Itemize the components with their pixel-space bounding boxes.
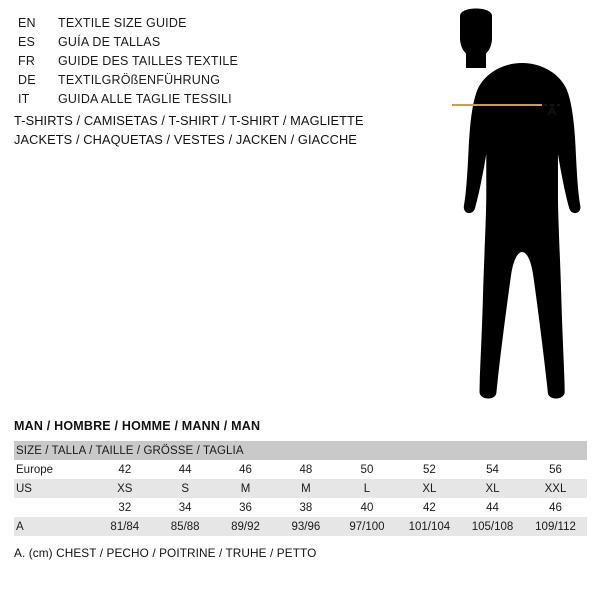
language-code: IT [18,92,30,106]
language-row [18,16,398,35]
silhouette-svg [400,8,600,408]
language-title: GUIDE DES TAILLES TEXTILE [58,54,239,68]
table-cell: 93/96 [276,517,336,536]
table-cell: 105/108 [461,517,524,536]
table-header-label: SIZE / TALLA / TAILLE / GRÖSSE / TAGLIA [16,444,244,457]
table-cell: M [276,479,336,498]
table-cell: 109/112 [524,517,587,536]
table-cell: 42 [95,460,155,479]
table-cell: 36 [215,498,275,517]
language-row [18,73,398,92]
table-cell: 89/92 [215,517,275,536]
table-row [14,517,587,536]
size-table-wrapper [14,441,587,536]
category-tshirts: T-SHIRTS / CAMISETAS / T-SHIRT / T-SHIRT / MAGLIETTE [14,113,364,128]
table-cell: 34 [155,498,215,517]
category-jackets: JACKETS / CHAQUETAS / VESTES / JACKEN / GIACCHE [14,132,357,147]
table-cell: L [336,479,398,498]
table-cell: 32 [95,498,155,517]
section-title-man: MAN / HOMBRE / HOMME / MANN / MAN [14,419,261,433]
table-row [14,498,587,517]
language-row [18,54,398,73]
table-cell: 54 [461,460,524,479]
table-cell: 50 [336,460,398,479]
table-cell: 56 [524,460,587,479]
table-cell: XL [461,479,524,498]
table-cell: 48 [276,460,336,479]
table-cell: 52 [398,460,461,479]
row-label: Europe [14,460,95,479]
language-title: GUIDA ALLE TAGLIE TESSILI [58,92,232,106]
table-row [14,479,587,498]
table-cell: 46 [524,498,587,517]
table-cell: 85/88 [155,517,215,536]
table-cell: 81/84 [95,517,155,536]
table-cell: 97/100 [336,517,398,536]
table-cell: 40 [336,498,398,517]
measurement-footnote: A. (cm) CHEST / PECHO / POITRINE / TRUHE / PETTO [14,546,317,560]
language-title: TEXTILGRÖßENFÜHRUNG [58,73,221,87]
table-cell: XXL [524,479,587,498]
table-cell: 101/104 [398,517,461,536]
row-label [14,498,95,517]
language-code: DE [18,73,36,87]
size-table [14,441,587,536]
male-silhouette-figure [400,8,600,408]
chest-measure-label: A [548,104,557,118]
language-row [18,92,398,111]
row-label: A [14,517,95,536]
table-header-cell [14,441,587,460]
table-cell: 44 [461,498,524,517]
row-label: US [14,479,95,498]
language-title-block [18,16,398,111]
language-code: EN [18,16,36,30]
category-block [14,111,414,149]
table-cell: XS [95,479,155,498]
language-title: TEXTILE SIZE GUIDE [58,16,187,30]
table-cell: XL [398,479,461,498]
table-header-row [14,441,587,460]
table-cell: 46 [215,460,275,479]
language-row [18,35,398,54]
table-cell: 42 [398,498,461,517]
table-cell: 38 [276,498,336,517]
language-code: FR [18,54,36,68]
table-cell: 44 [155,460,215,479]
table-cell: S [155,479,215,498]
table-cell: M [215,479,275,498]
language-code: ES [18,35,36,49]
language-title: GUÍA DE TALLAS [58,35,161,49]
table-row [14,460,587,479]
